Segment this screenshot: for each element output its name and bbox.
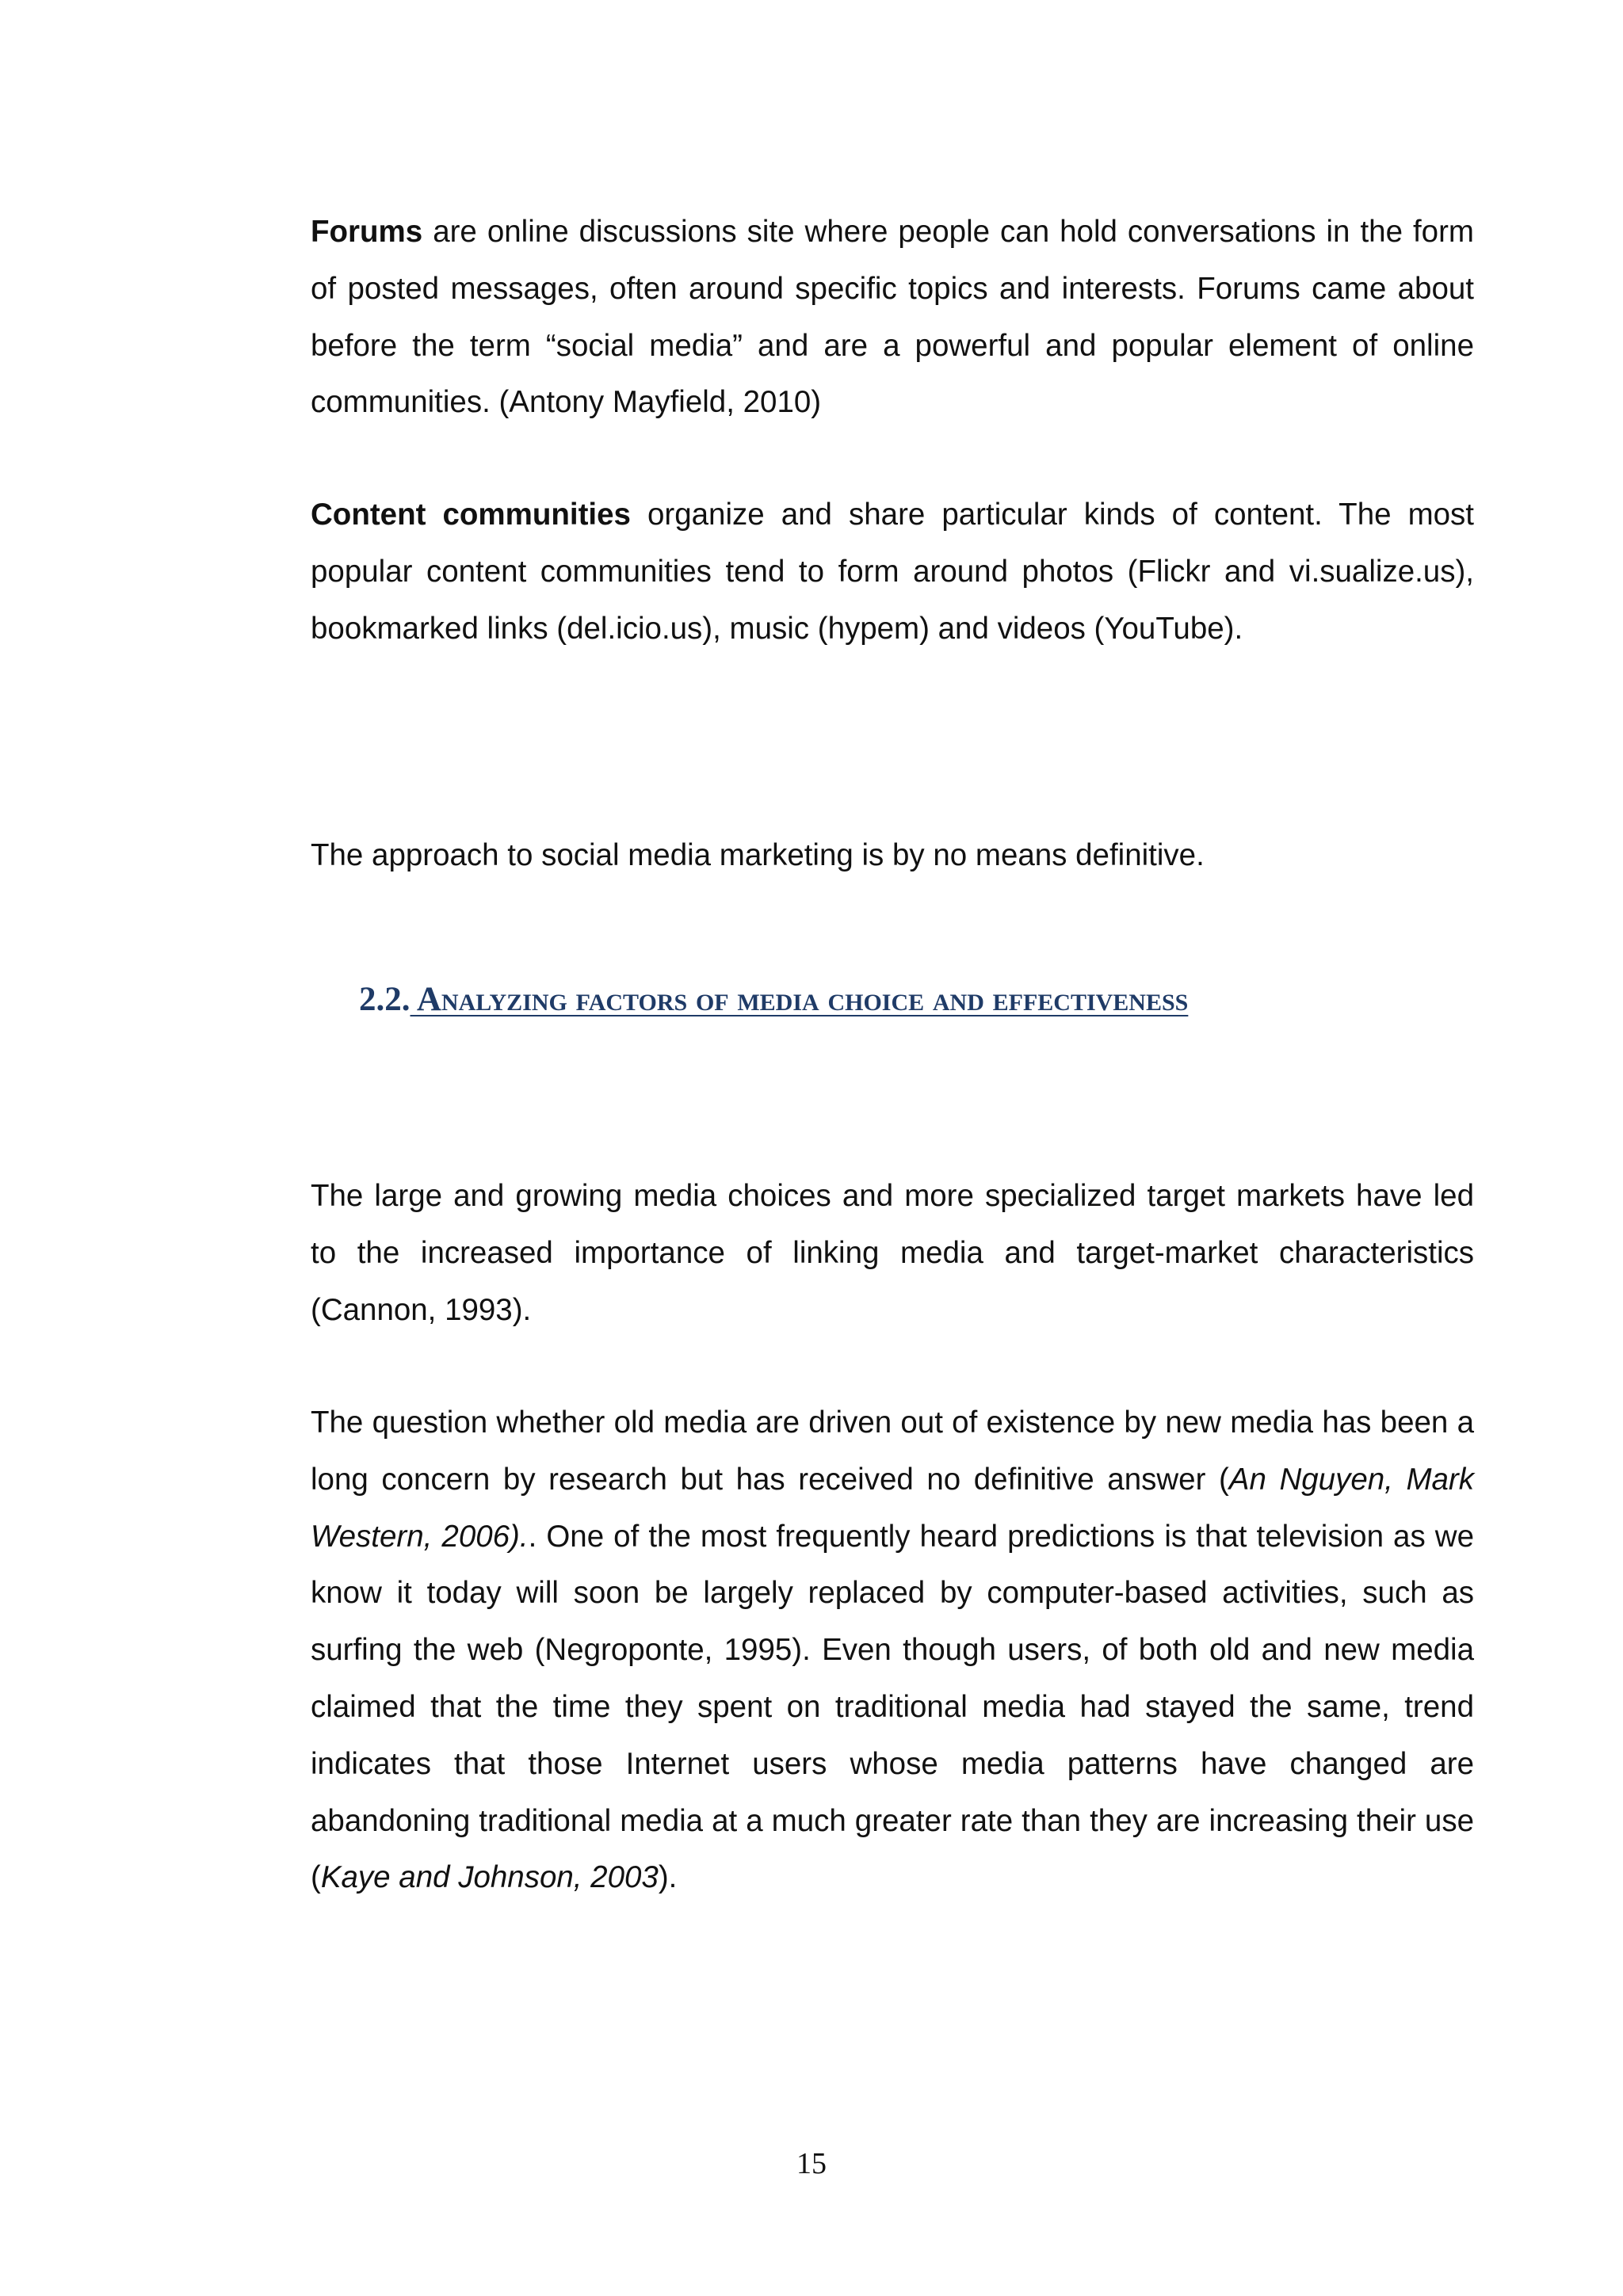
paragraph-forums-text: are online discussions site where people can hold conversations in the form of posted messages, often around specific topics and interests. Forums came about before the term “social media” and are a powerful and popular element of online communities. (Antony Mayfield, 2010) [311, 215, 1474, 420]
term-content-communities: Content communities [311, 498, 631, 532]
citation-kaye-johnson: Kaye and Johnson, 2003 [320, 1860, 659, 1895]
paragraph-approach [311, 827, 1474, 884]
paragraph-content-communities [311, 486, 1474, 657]
paragraph-media-choices-text: The large and growing media choices and more specialized target markets have led to the increased importance of linking media and target-market characteristics (Cannon, 1993). [311, 1179, 1474, 1327]
paragraph-media-choices [311, 1168, 1474, 1338]
section-number: 2.2. [359, 981, 411, 1018]
paragraph-question-text-2: . One of the most frequently heard predictions is that television as we know it today will soon be largely replaced by computer-based activities, such as surfing the web (Negroponte, 1995). Even though users, of both old and new media claimed that the time they spent on traditional media had stayed the same, trend indicates that those Internet users whose media patterns have changed are abandoning traditional media at a much greater rate than they are increasing their use ( [311, 1519, 1474, 1895]
paragraph-question-text-1: The question whether old media are driven out of existence by new media has been a long concern by research but has received no definitive answer ( [311, 1405, 1474, 1497]
paragraph-forums [311, 204, 1474, 431]
citation-nguyen-western: An Nguyen, Mark Western, 2006). [311, 1462, 1474, 1554]
section-heading-2-2 [359, 976, 1188, 1024]
paragraph-content-communities-text: organize and share particular kinds of content. The most popular content communities tend to form around photos (Flickr and vi.sualize.us), bookmarked links (del.icio.us), music (hypem) and videos (YouTube). [311, 498, 1474, 646]
page-number: 15 [796, 2147, 827, 2180]
paragraph-question-text-3: ). [658, 1860, 678, 1895]
term-forums: Forums [311, 215, 423, 249]
section-title: Analyzing factors of media choice and effectiveness [410, 981, 1189, 1018]
paragraph-old-vs-new-media [311, 1394, 1474, 1906]
paragraph-approach-text: The approach to social media marketing is by no means definitive. [311, 838, 1205, 872]
